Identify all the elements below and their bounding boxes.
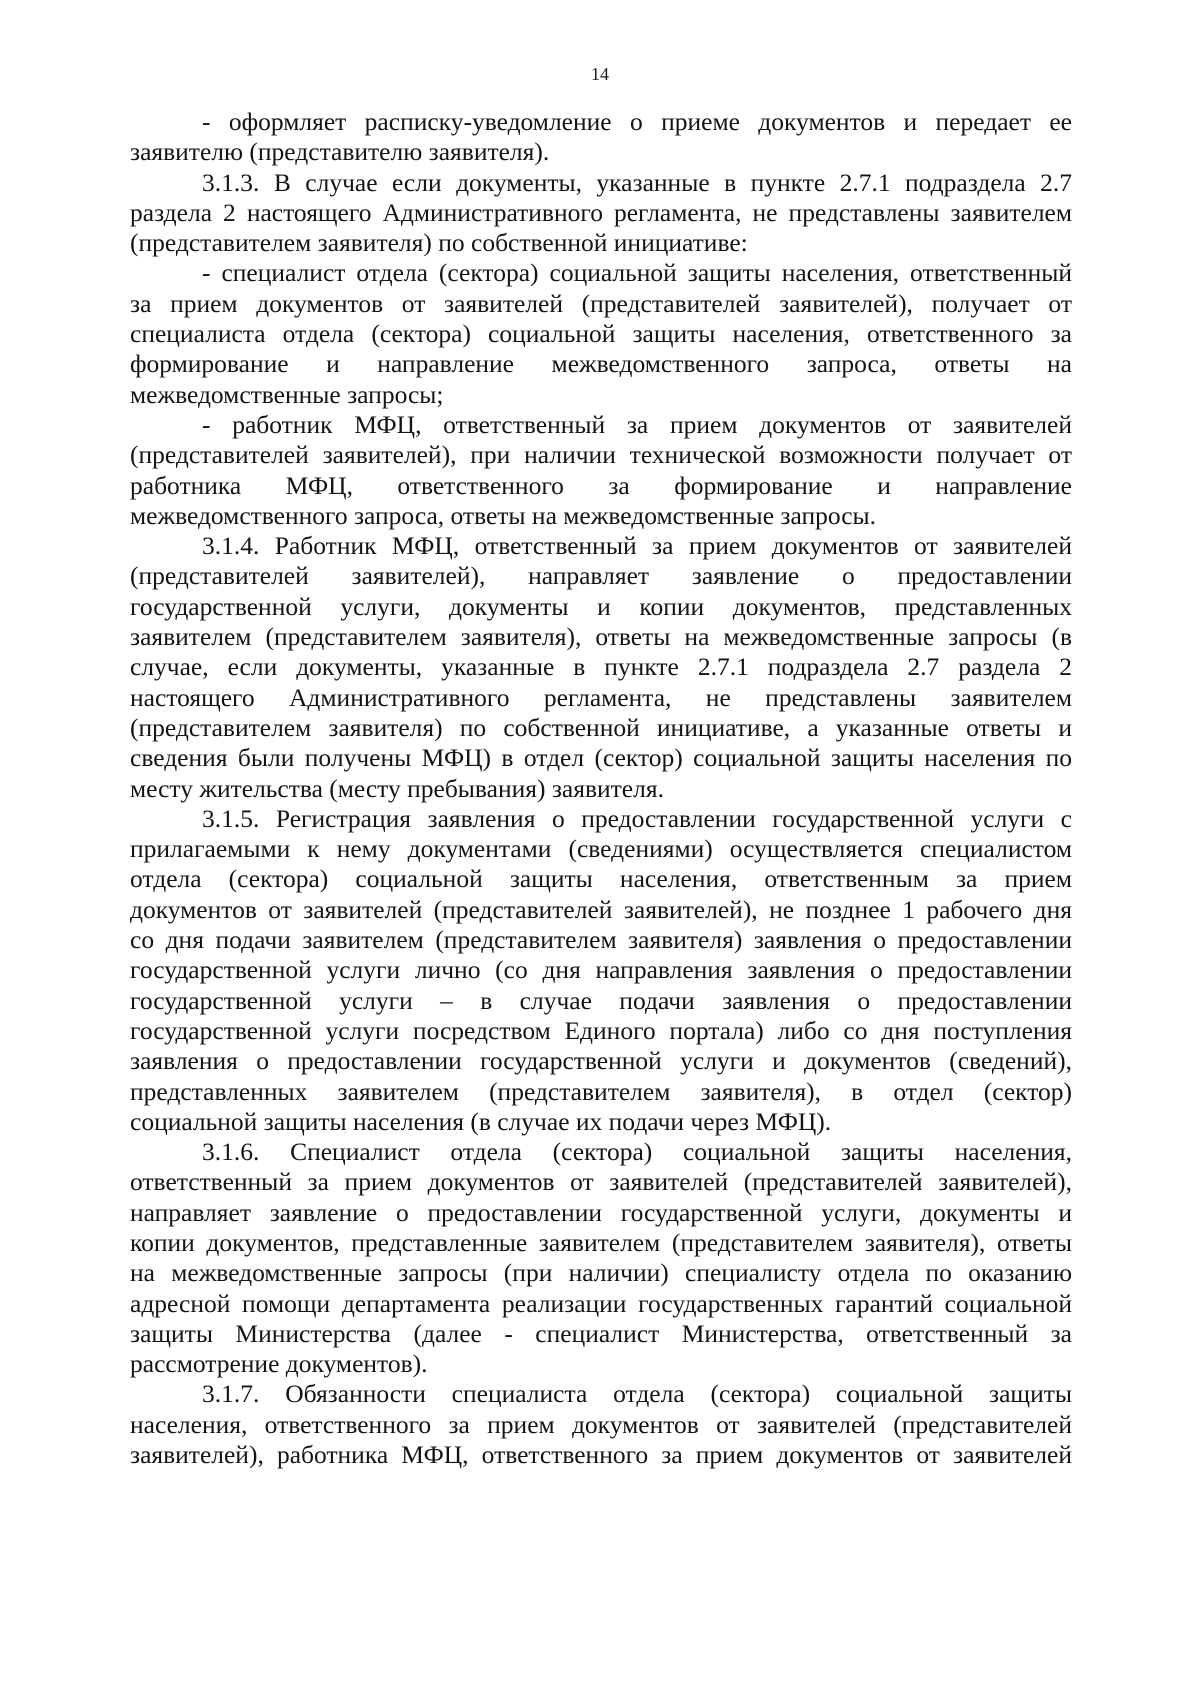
text-line: защиты Министерства (далее - специалист Министерства, ответственный за [130, 1318, 1072, 1348]
text-line: межведомственного запроса, ответы на межведомственные запросы. [130, 500, 877, 530]
text-line: случае, если документы, указанные в пункте 2.7.1 подраздела 2.7 раздела 2 [130, 652, 1072, 682]
text-line: направляет заявление о предоставлении государственной услуги, документы и [130, 1197, 1072, 1227]
text-line: работника МФЦ, ответственного за формирование и направление [130, 470, 1072, 500]
text-line: документов от заявителей (представителей заявителей), не позднее 1 рабочего дня [130, 894, 1072, 924]
text-line: 3.1.3. В случае если документы, указанные в пункте 2.7.1 подраздела 2.7 [202, 167, 1072, 197]
text-line: за прием документов от заявителей (представителей заявителей), получает от [130, 288, 1072, 318]
text-line: (представителем заявителя) по собственной инициативе, а указанные ответы и [130, 712, 1072, 742]
text-line: 3.1.6. Специалист отдела (сектора) социальной защиты населения, [202, 1137, 1072, 1167]
text-line: 3.1.7. Обязанности специалиста отдела (сектора) социальной защиты [202, 1379, 1072, 1409]
text-line: заявления о предоставлении государственной услуги и документов (сведений), [130, 1046, 1072, 1076]
text-line: отдела (сектора) социальной защиты населения, ответственным за прием [130, 864, 1072, 894]
text-line: (представителей заявителей), направляет заявление о предоставлении [130, 561, 1072, 591]
text-line: государственной услуги – в случае подачи заявления о предоставлении [130, 985, 1072, 1015]
text-line: со дня подачи заявителем (представителем заявителя) заявления о предоставлении [130, 925, 1072, 955]
document-body [130, 107, 1072, 1470]
text-line: сведения были получены МФЦ) в отдел (сектор) социальной защиты населения по [130, 743, 1072, 773]
text-line: копии документов, представленные заявителем (представителем заявителя), ответы [130, 1227, 1072, 1257]
text-line: - работник МФЦ, ответственный за прием документов от заявителей [202, 409, 1072, 439]
text-line: заявителем (представителем заявителя), ответы на межведомственные запросы (в [130, 622, 1072, 652]
text-line: специалиста отдела (сектора) социальной защиты населения, ответственного за [130, 319, 1072, 349]
text-line: раздела 2 настоящего Административного регламента, не представлены заявителем [130, 197, 1072, 227]
text-line: адресной помощи департамента реализации государственных гарантий социальной [130, 1288, 1072, 1318]
text-line: ответственный за прием документов от заявителей (представителей заявителей), [130, 1167, 1072, 1197]
text-line: (представителей заявителей), при наличии технической возможности получает от [130, 440, 1072, 470]
page-number: 14 [591, 64, 609, 84]
text-line: формирование и направление межведомственного запроса, ответы на [130, 349, 1072, 379]
text-line: государственной услуги, документы и копии документов, представленных [130, 591, 1072, 621]
text-line: - оформляет расписку-уведомление о приеме документов и передает ее [202, 107, 1072, 136]
text-line: 3.1.5. Регистрация заявления о предоставлении государственной услуги с [202, 803, 1072, 833]
text-line: месту жительства (месту пребывания) заявителя. [130, 773, 664, 803]
text-line: рассмотрение документов). [130, 1349, 428, 1379]
text-line: настоящего Административного регламента, не представлены заявителем [130, 682, 1072, 712]
text-line: социальной защиты населения (в случае их подачи через МФЦ). [130, 1106, 832, 1136]
text-line: заявителю (представителю заявителя). [130, 137, 550, 167]
text-line: населения, ответственного за прием документов от заявителей (представителей [130, 1409, 1072, 1439]
text-line: (представителем заявителя) по собственной инициативе: [130, 228, 748, 258]
text-line: 3.1.4. Работник МФЦ, ответственный за прием документов от заявителей [202, 531, 1072, 561]
text-line: представленных заявителем (представителем заявителя), в отдел (сектор) [130, 1076, 1072, 1106]
text-line: - специалист отдела (сектора) социальной защиты населения, ответственный [202, 258, 1072, 288]
text-line: заявителей), работника МФЦ, ответственного за прием документов от заявителей [130, 1440, 1072, 1470]
text-line: межведомственные запросы; [130, 379, 444, 409]
text-line: государственной услуги посредством Единого портала) либо со дня поступления [130, 1015, 1072, 1045]
text-line: прилагаемыми к нему документами (сведениями) осуществляется специалистом [130, 834, 1072, 864]
text-line: на межведомственные запросы (при наличии) специалисту отдела по оказанию [130, 1258, 1072, 1288]
text-line: государственной услуги лично (со дня направления заявления о предоставлении [130, 955, 1072, 985]
